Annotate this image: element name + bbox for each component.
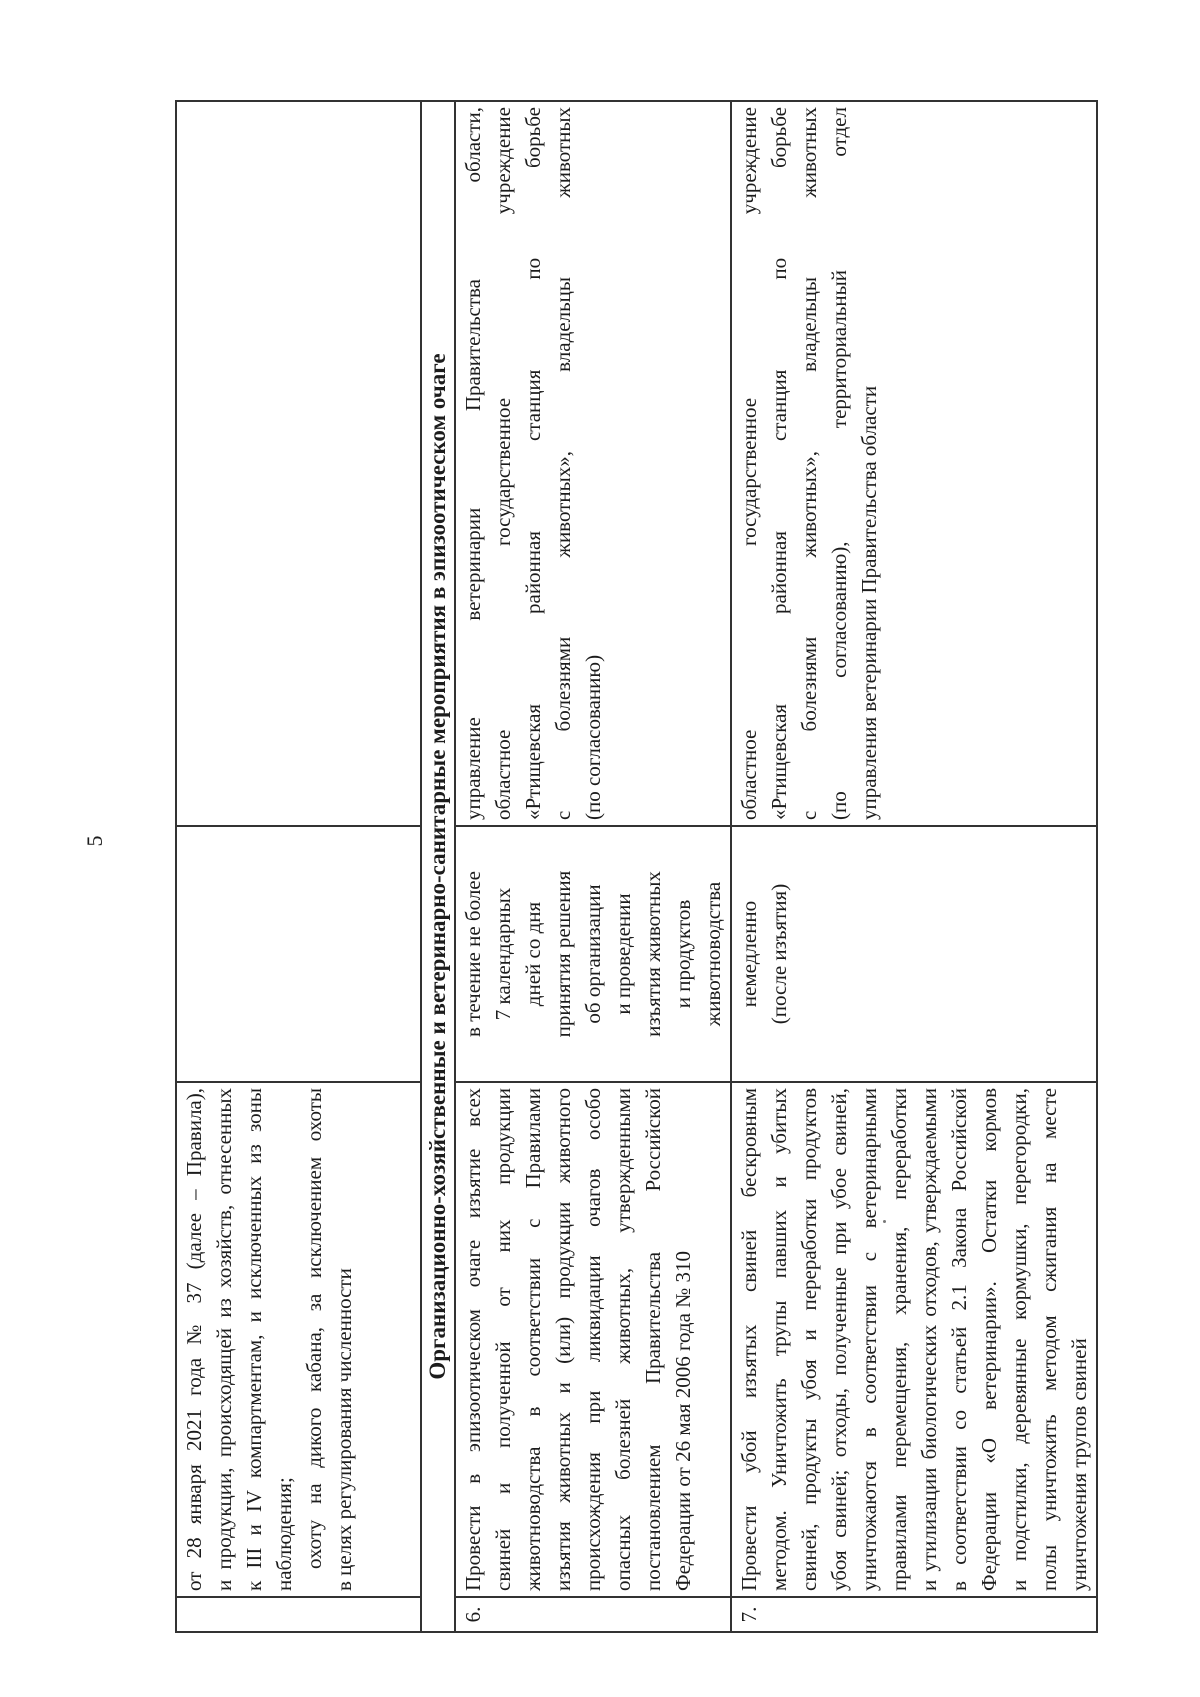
text-line: с болезнями животных», владельцы животных [551, 107, 575, 820]
text-line: методом. Уничтожить трупы павших и убитых [767, 1088, 791, 1591]
text-line: убоя свиней; отходы, полученные при убое свиней, [827, 1088, 851, 1591]
text-line: уничтожаются в соответствии с ветеринарными [857, 1088, 881, 1591]
text-line: наблюдения; [272, 1477, 296, 1591]
deadline-cell [455, 826, 731, 1082]
text-line: к III и IV компартментам, и исключенных из зоны [242, 1088, 266, 1591]
section-heading-row [421, 101, 455, 1632]
text-line: об организации [581, 884, 605, 1024]
text-line: и утилизации биологических отходов, утверждаемыми [917, 1088, 941, 1591]
measures-table [175, 100, 1098, 1633]
text-line: изъятия животных и (или) продукции животного [551, 1088, 575, 1591]
row-number: 7. [731, 1597, 1097, 1632]
text-line: животноводства [701, 881, 725, 1027]
responsible-cell [176, 101, 421, 826]
text-line: изъятия животных [641, 871, 665, 1037]
text-line: правилами перемещения, хранения, переработки [887, 1088, 911, 1591]
text-line: постановлением Правительства Российской [641, 1088, 665, 1591]
text-line: от 28 января 2021 года № 37 (далее – Правила), [182, 1088, 206, 1591]
text-line: животноводства в соответствии с Правилами [521, 1088, 545, 1591]
table-row-6 [455, 101, 731, 1632]
text-line: областное государственное учреждение [491, 107, 515, 820]
text-line: немедленно [737, 900, 761, 1008]
text-line: «Ртищевская районная станция по борьбе [521, 107, 545, 820]
number-cell [176, 1597, 421, 1632]
measure-cell [455, 1082, 731, 1597]
text-line: (после изъятия) [767, 883, 791, 1025]
text-line: управление ветеринарии Правительства области, [461, 107, 485, 820]
responsible-cell [455, 101, 731, 826]
text-line: в целях регулирования численности [332, 1268, 356, 1591]
table-row-continuation [176, 101, 421, 1632]
section-heading: Организационно-хозяйственные и ветеринарно-санитарные мероприятия в эпизоотическом очаге [421, 101, 455, 1632]
text-line: (по согласованию), территориальный отдел [827, 107, 851, 820]
measure-cell [731, 1082, 1097, 1597]
row-number: 6. [455, 1597, 731, 1632]
text-line: дней со дня [521, 901, 545, 1007]
text-line: уничтожения трупов свиней [1067, 1338, 1091, 1591]
text-line: Провести в эпизоотическом очаге изъятие всех [461, 1088, 485, 1591]
text-line: полы уничтожить методом сжигания на месте [1037, 1088, 1061, 1591]
text-line: опасных болезней животных, утвержденными [611, 1088, 635, 1591]
text-line: и продуктов [671, 899, 695, 1009]
text-line: областное государственное учреждение [737, 107, 761, 820]
page-number: 5 [82, 835, 107, 847]
rotated-page-content [175, 102, 1095, 1633]
text-line: и подстилки, деревянные кормушки, перегородки, [1007, 1088, 1031, 1591]
text-line: Федерации «О ветеринарии». Остатки кормов [977, 1088, 1001, 1591]
deadline-cell [731, 826, 1097, 1082]
text-line: «Ртищевская районная станция по борьбе [767, 107, 791, 820]
text-line: свиней и полученной от них продукции [491, 1088, 515, 1591]
text-line: (по согласованию) [581, 654, 605, 820]
table-row-7 [731, 101, 1097, 1632]
text-line: Федерации от 26 мая 2006 года № 310 [671, 1251, 695, 1591]
responsible-cell [731, 101, 1097, 826]
deadline-cell [176, 826, 421, 1082]
text-line: Провести убой изъятых свиней бескровным [737, 1088, 761, 1591]
text-line: с болезнями животных», владельцы животных [797, 107, 821, 820]
text-line: происхождения при ликвидации очагов особо [581, 1088, 605, 1591]
text-line: принятия решения [551, 870, 575, 1038]
text-line: охоту на дикого кабана, за исключением охоты [302, 1088, 326, 1569]
text-line: и продукции, происходящей из хозяйств, отнесенных [212, 1088, 236, 1591]
measure-cell [176, 1082, 421, 1597]
text-line: в течение не более [461, 871, 485, 1037]
text-line: свиней, продукты убоя и переработки продуктов [797, 1088, 821, 1591]
text-line: в соответствии со статьей 2.1 Закона Российской [947, 1088, 971, 1591]
text-line: 7 календарных [491, 887, 515, 1021]
text-line: управления ветеринарии Правительства области [857, 385, 881, 820]
text-line: и проведении [611, 893, 635, 1015]
